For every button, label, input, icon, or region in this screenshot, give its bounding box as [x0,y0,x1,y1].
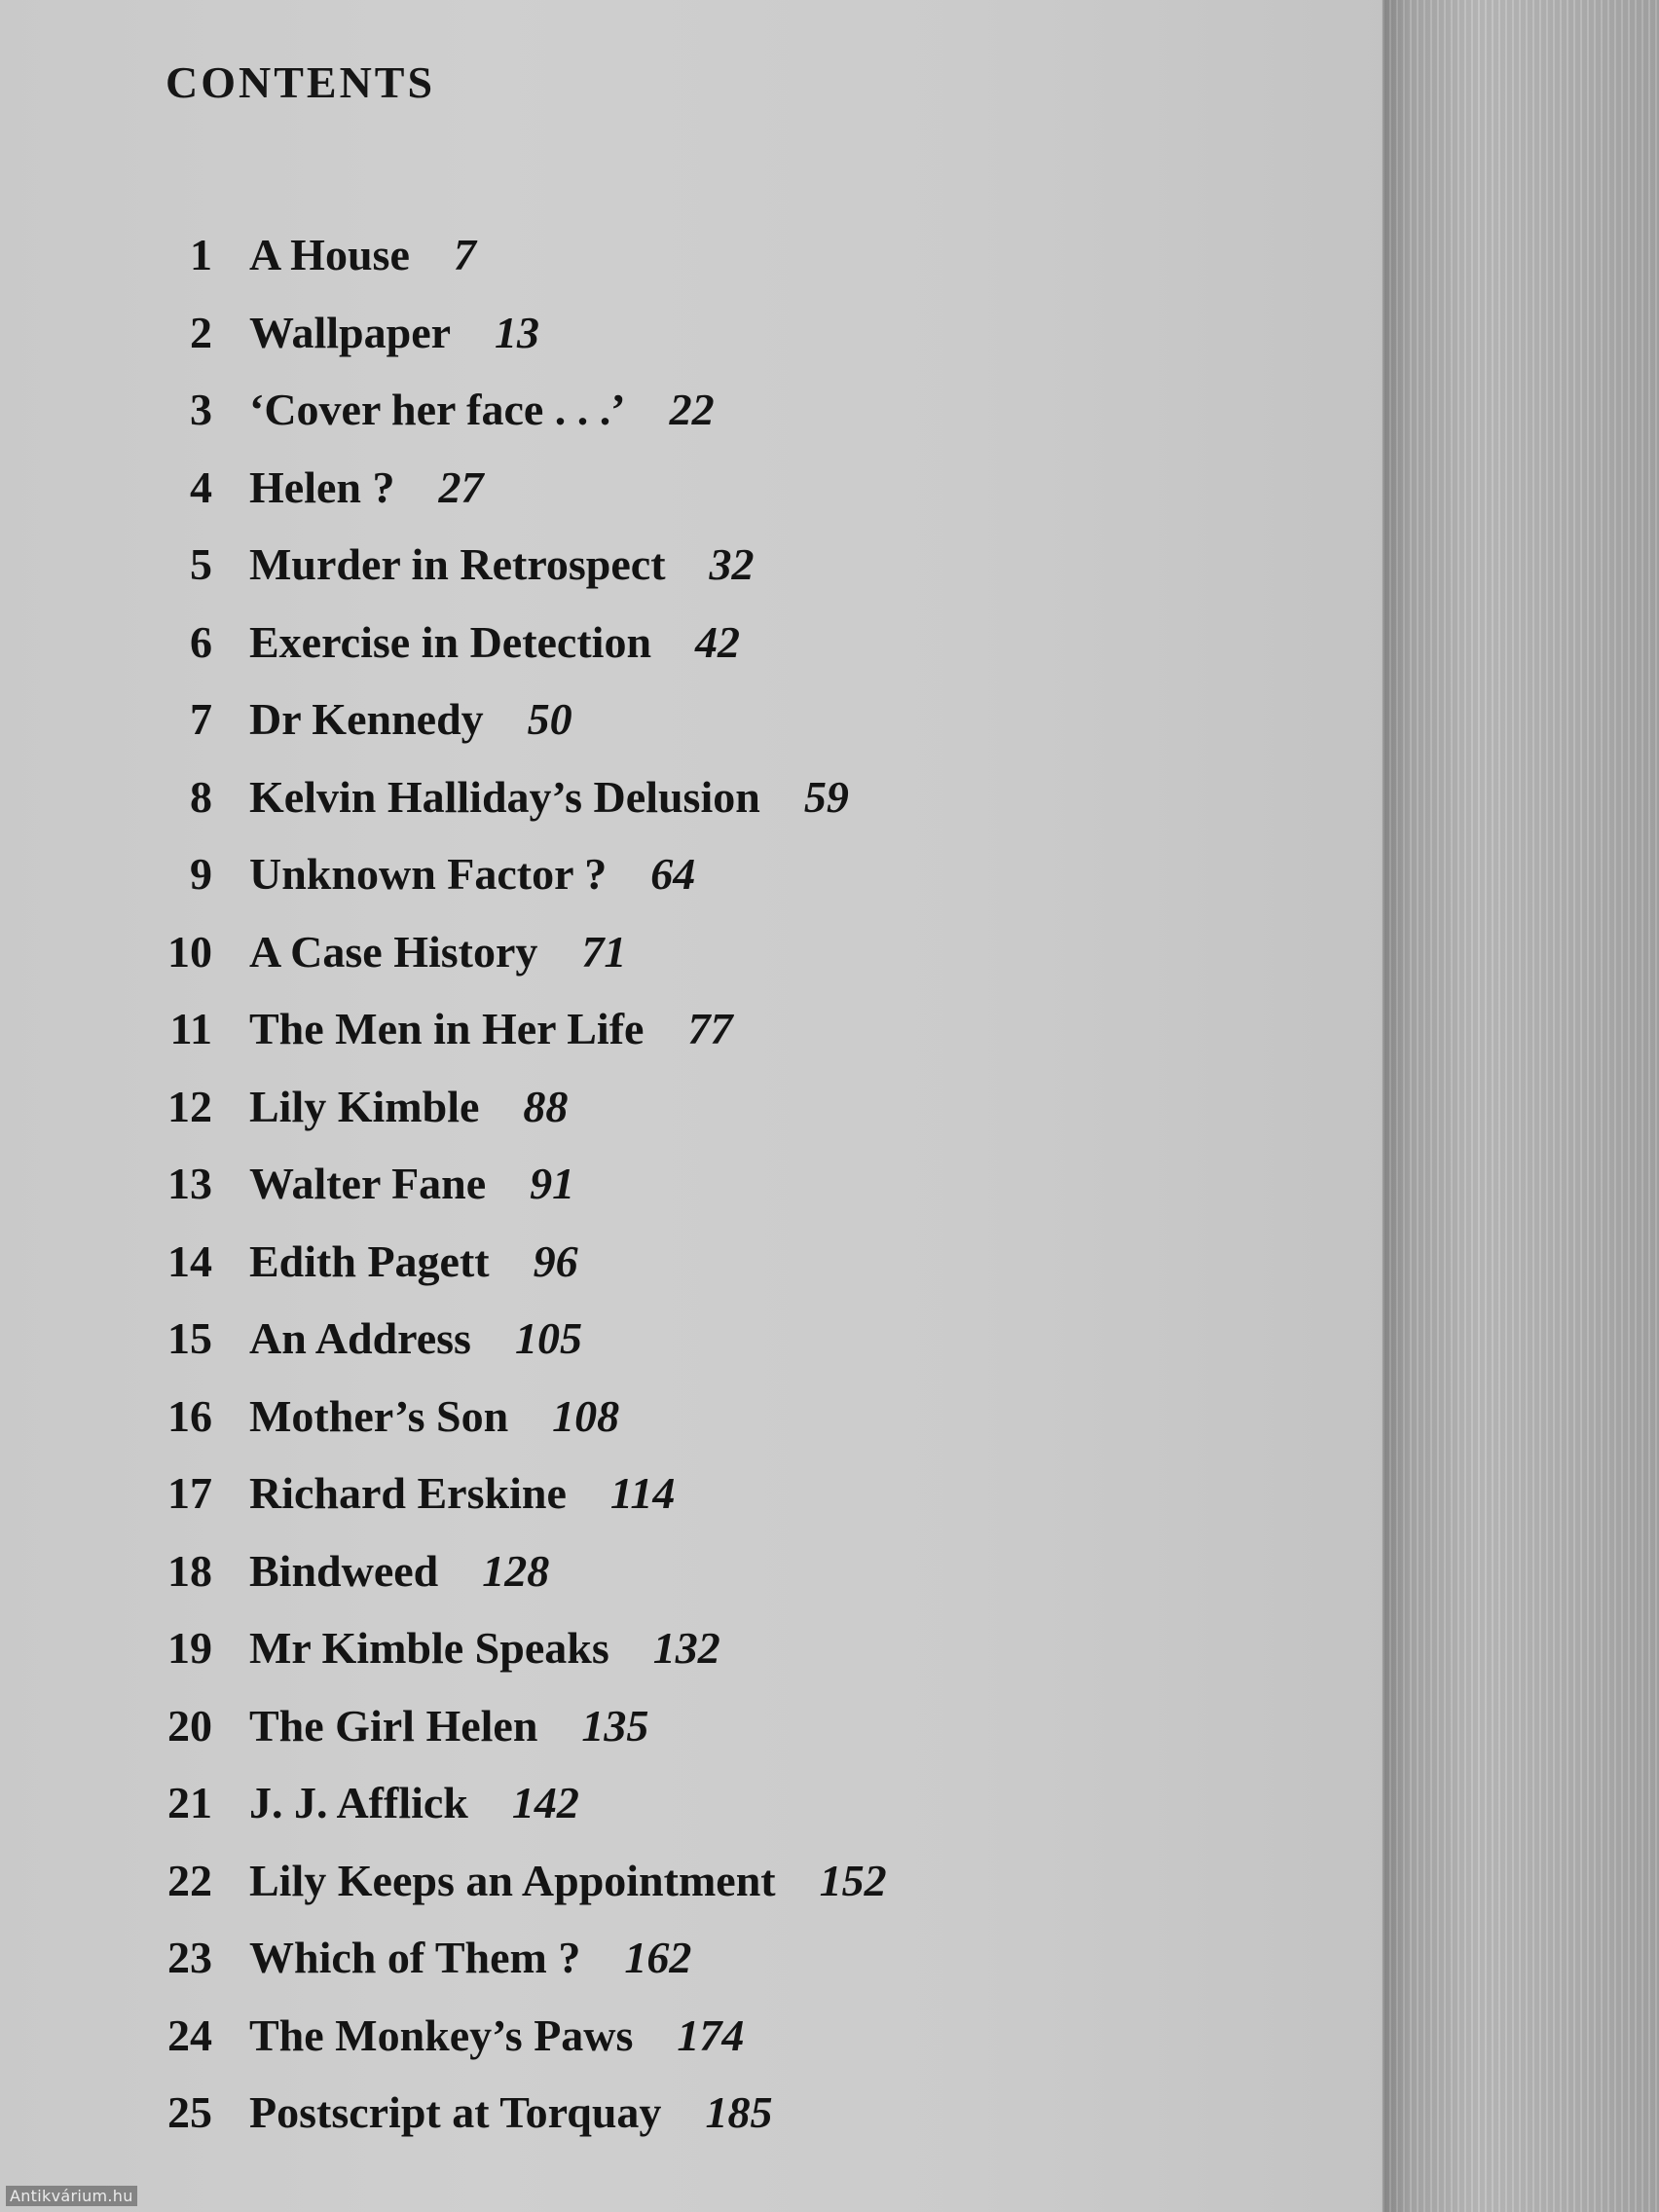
toc-entry [146,526,1217,604]
chapter-title: Lily Kimble [249,1081,480,1131]
toc-entry [146,1997,1217,2075]
chapter-title: Edith Pagett [249,1235,490,1286]
book-spine [1382,0,1659,2212]
toc-entry [146,1842,1217,1920]
chapter-title: Exercise in Detection [249,616,652,667]
toc-entry [146,1532,1217,1610]
table-of-contents [146,216,1217,2152]
page-number: 42 [695,616,741,667]
toc-entry [146,1145,1217,1223]
page-number: 142 [511,1778,579,1828]
toc-entry [146,216,1217,294]
chapter-title: Wallpaper [249,307,452,357]
chapter-number: 24 [167,2009,212,2060]
chapter-number: 22 [167,1855,212,1905]
page-number: 91 [530,1159,575,1209]
chapter-number: 11 [169,1004,212,1054]
page-number: 13 [495,307,540,357]
chapter-number: 18 [167,1545,212,1596]
page-number: 105 [514,1313,582,1364]
page-number: 162 [624,1933,692,1983]
toc-entry [146,604,1217,682]
page-number: 22 [669,385,715,435]
chapter-number: 1 [190,230,212,280]
toc-entry [146,681,1217,758]
chapter-title: Dr Kennedy [249,694,484,745]
toc-entry [146,1764,1217,1842]
toc-entry [146,1223,1217,1301]
page-number: 64 [650,849,696,900]
chapter-title: Helen ? [249,461,395,512]
page-number: 27 [438,461,484,512]
toc-entry [146,1378,1217,1456]
chapter-number: 2 [190,307,212,357]
chapter-title: J. J. Afflick [249,1778,468,1828]
chapter-title: ‘Cover her face . . .’ [249,385,626,435]
page-number: 59 [803,771,849,822]
chapter-number: 16 [167,1390,212,1441]
chapter-number: 3 [190,385,212,435]
chapter-title: Walter Fane [249,1159,487,1209]
toc-entry [146,449,1217,527]
chapter-number: 4 [190,461,212,512]
page-number: 128 [482,1545,550,1596]
chapter-number: 23 [167,1933,212,1983]
chapter-title: Mother’s Son [249,1390,509,1441]
chapter-title: Unknown Factor ? [249,849,608,900]
toc-entry [146,1919,1217,1997]
chapter-title: A House [249,230,410,280]
toc-entry [146,294,1217,372]
toc-entry [146,1687,1217,1765]
toc-entry [146,835,1217,913]
chapter-number: 20 [167,1700,212,1751]
chapter-number: 15 [167,1313,212,1364]
chapter-title: Murder in Retrospect [249,539,666,590]
chapter-number: 25 [167,2087,212,2138]
chapter-title: The Monkey’s Paws [249,2009,634,2060]
chapter-title: Kelvin Halliday’s Delusion [249,771,760,822]
chapter-title: Mr Kimble Speaks [249,1623,609,1674]
page-number: 114 [609,1468,676,1519]
toc-entry [146,913,1217,991]
chapter-title: A Case History [249,926,538,977]
chapter-title: An Address [249,1313,471,1364]
page-number: 96 [533,1235,578,1286]
chapter-title: Postscript at Torquay [249,2087,662,2138]
chapter-number: 14 [167,1235,212,1286]
toc-entry [146,371,1217,449]
page-number: 32 [709,539,755,590]
chapter-number: 9 [190,849,212,900]
page-number: 108 [552,1390,620,1441]
chapter-number: 12 [167,1081,212,1131]
chapter-number: 17 [167,1468,212,1519]
chapter-title: Lily Keeps an Appointment [249,1855,776,1905]
page-number: 7 [453,230,476,280]
watermark: Antikvárium.hu [6,2186,137,2206]
page-number: 132 [652,1623,720,1674]
toc-entry [146,2074,1217,2152]
chapter-number: 21 [167,1778,212,1828]
toc-entry [146,1068,1217,1146]
chapter-title: The Men in Her Life [249,1004,645,1054]
toc-entry [146,758,1217,836]
toc-entry [146,1609,1217,1687]
page-number: 185 [705,2087,773,2138]
page-number: 174 [677,2009,745,2060]
chapter-number: 13 [167,1159,212,1209]
chapter-number: 10 [167,926,212,977]
chapter-title: Richard Erskine [249,1468,567,1519]
page-number: 135 [581,1700,649,1751]
chapter-title: Bindweed [249,1545,439,1596]
chapter-number: 6 [190,616,212,667]
chapter-title: The Girl Helen [249,1700,538,1751]
toc-entry [146,1455,1217,1532]
toc-entry [146,990,1217,1068]
contents-heading: CONTENTS [166,57,436,107]
chapter-number: 7 [190,694,212,745]
page-number: 50 [527,694,572,745]
chapter-number: 5 [190,539,212,590]
chapter-title: Which of Them ? [249,1933,581,1983]
page-number: 88 [523,1081,569,1131]
page-number: 77 [687,1004,733,1054]
page-number: 152 [819,1855,887,1905]
chapter-number: 19 [167,1623,212,1674]
page-number: 71 [581,926,627,977]
toc-entry [146,1300,1217,1378]
chapter-number: 8 [190,771,212,822]
